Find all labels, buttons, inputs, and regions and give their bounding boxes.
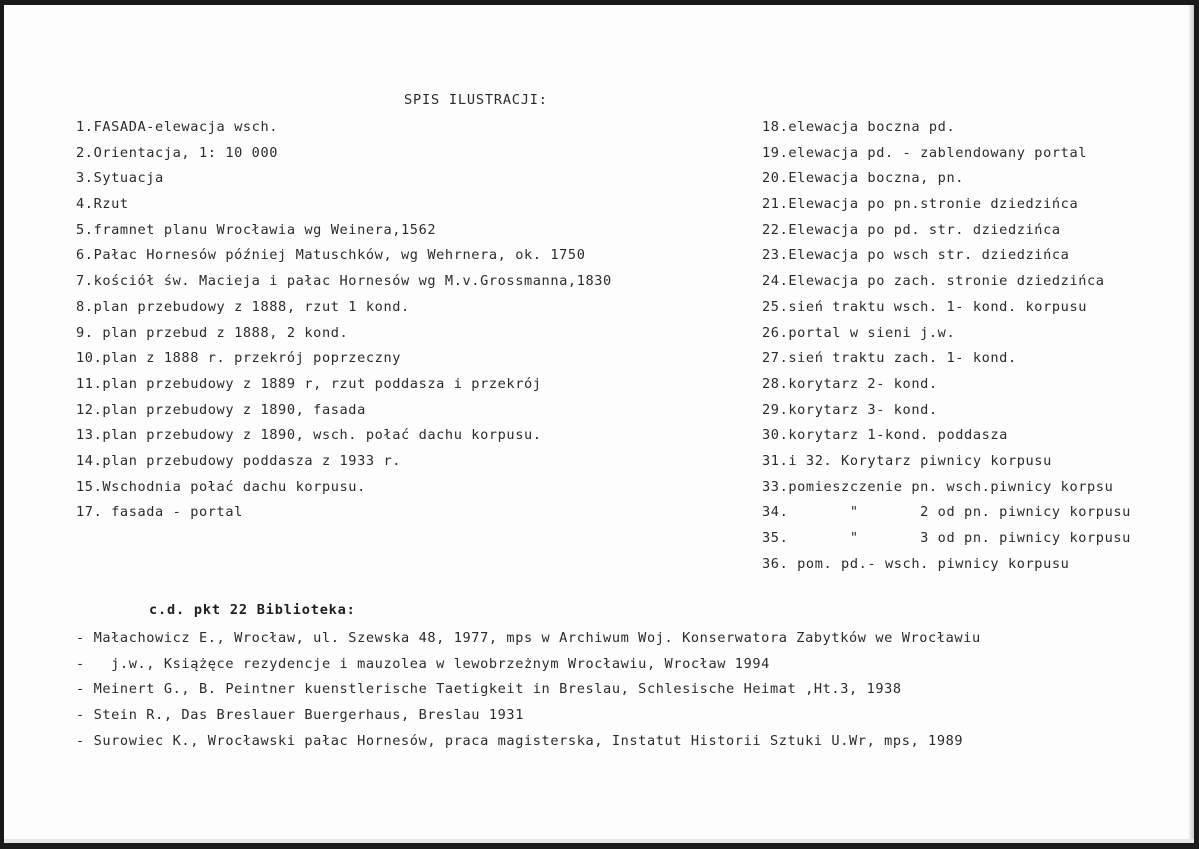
bibliography-item: - Meinert G., B. Peintner kuenstlerische Taetigkeit in Breslau, Schlesische Heimat ,Ht.3, 1938 [76,681,902,698]
list-item: 36. pom. pd.- wsch. piwnicy korpusu [762,555,1070,572]
list-item: 23.Elewacja po wsch str. dziedzińca [762,247,1070,264]
list-item: 17. fasada - portal [76,504,243,521]
page-edge-shadow [1188,5,1194,843]
list-item: 13.plan przebudowy z 1890, wsch. połać dachu korpusu. [76,427,542,444]
list-item: 9. plan przebud z 1888, 2 kond. [76,324,349,341]
bibliography-item: - Stein R., Das Breslauer Buergerhaus, Breslau 1931 [76,707,524,724]
list-item: 22.Elewacja po pd. str. dziedzińca [762,221,1061,238]
list-item: 20.Elewacja boczna, pn. [762,170,965,187]
bibliography-list [76,628,981,756]
bibliography-item: - Małachowicz E., Wrocław, ul. Szewska 48, 1977, mps w Archiwum Woj. Konserwatora Zabytków we Wrocławiu [76,630,981,646]
list-item: 3.Sytuacja [76,170,164,187]
list-item: 6.Pałac Hornesów później Matuschków, wg Wehrnera, ok. 1750 [76,247,586,264]
list-item: 24.Elewacja po zach. stronie dziedzińca [762,273,1105,290]
list-item: 19.elewacja pd. - zablendowany portal [762,144,1088,161]
list-item: 34. " 2 od pn. piwnicy korpusu [762,504,1131,521]
list-item: 28.korytarz 2- kond. [762,375,938,392]
list-item: 7.kościół św. Macieja i pałac Hornesów wg M.v.Grossmanna,1830 [76,273,612,290]
list-item: 18.elewacja boczna pd. [762,119,956,135]
illustrations-list-left [76,117,612,528]
list-item: 4.Rzut [76,196,129,213]
list-item: 27.sień traktu zach. 1- kond. [762,350,1017,367]
list-item: 8.plan przebudowy z 1888, rzut 1 kond. [76,298,410,315]
page-bottom-shadow [4,839,1194,843]
list-item: 21.Elewacja po pn.stronie dziedzińca [762,196,1079,213]
list-item: 31.i 32. Korytarz piwnicy korpusu [762,452,1052,469]
list-item: 12.plan przebudowy z 1890, fasada [76,401,366,418]
list-item: 15.Wschodnia połać dachu korpusu. [76,478,366,495]
document-page [4,5,1194,843]
page-title: SPIS ILUSTRACJI: [404,92,548,108]
list-item: 5.framnet planu Wrocławia wg Weinera,1562 [76,221,437,238]
bibliography-item: - Surowiec K., Wrocławski pałac Hornesów, praca magisterska, Instatut Historii Sztuki U.Wr, mps, 1989 [76,732,964,749]
list-item: 10.plan z 1888 r. przekrój poprzeczny [76,350,402,367]
list-item: 35. " 3 od pn. piwnicy korpusu [762,530,1131,546]
bibliography-heading: c.d. pkt 22 Biblioteka: [149,602,356,618]
list-item: 25.sień traktu wsch. 1- kond. korpusu [762,298,1088,315]
list-item: 33.pomieszczenie pn. wsch.piwnicy korpsu [762,478,1114,495]
illustrations-list-right [762,117,1131,579]
list-item: 11.plan przebudowy z 1889 r, rzut poddasza i przekrój [76,375,542,392]
bibliography-item: - j.w., Książęce rezydencje i mauzolea w lewobrzeżnym Wrocławiu, Wrocław 1994 [76,655,770,672]
list-item: 1.FASADA-elewacja wsch. [76,119,279,135]
list-item: 30.korytarz 1-kond. poddasza [762,427,1008,444]
list-item: 29.korytarz 3- kond. [762,401,938,418]
list-item: 14.plan przebudowy poddasza z 1933 r. [76,452,402,469]
list-item: 2.Orientacja, 1: 10 000 [76,144,279,161]
list-item: 26.portal w sieni j.w. [762,324,956,341]
